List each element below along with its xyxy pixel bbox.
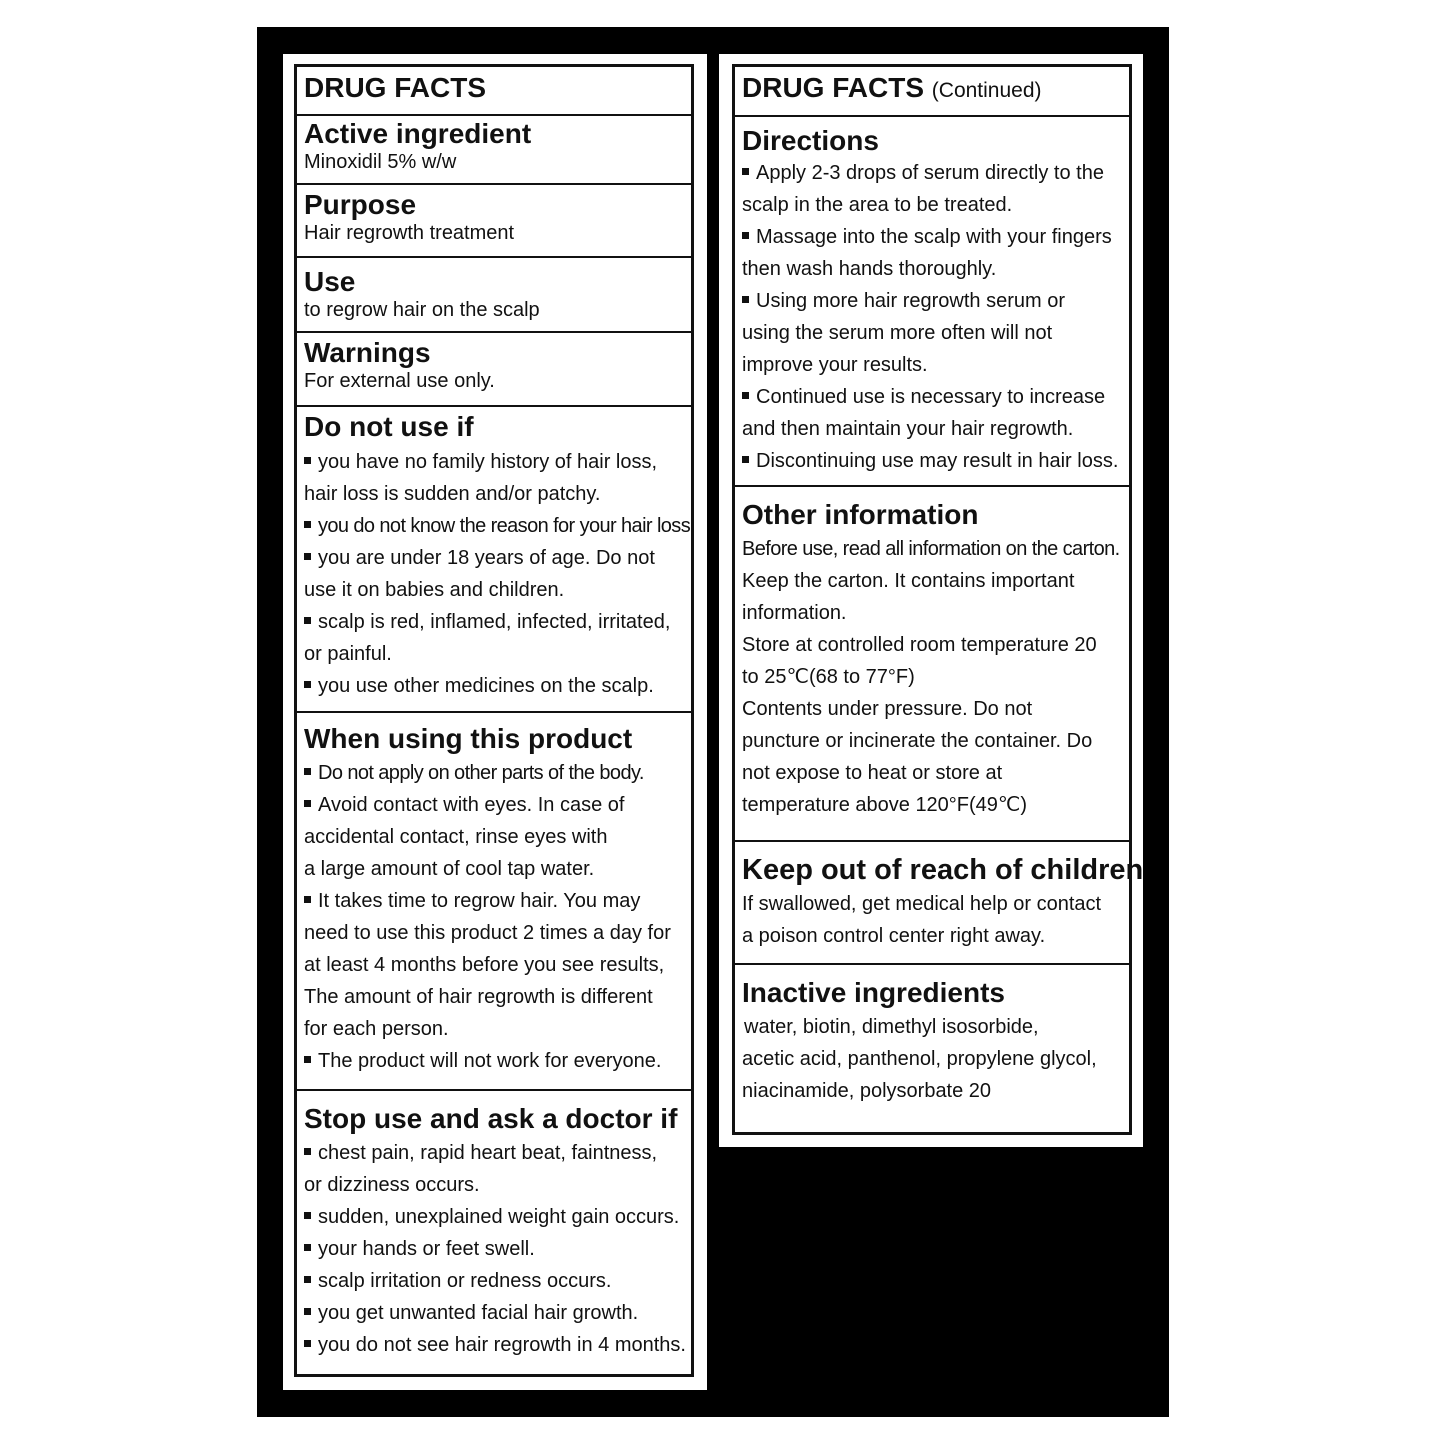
- drug-facts-right-box: [732, 64, 1144, 1135]
- info-line: a poison control center right away.: [742, 925, 1046, 947]
- square-bullet-icon: [304, 521, 311, 528]
- stop-use-section: [297, 1089, 691, 1374]
- active-ingredient-section: [297, 114, 691, 186]
- list-item-continuation: use it on babies and children.: [304, 579, 565, 601]
- square-bullet-icon: [742, 456, 749, 463]
- info-line: Before use, read all information on the carton.: [742, 538, 1120, 560]
- when-using-section: [297, 711, 691, 1091]
- other-information-section: [735, 485, 1129, 839]
- list-item-continuation: using the serum more often will not: [742, 322, 1053, 344]
- do-not-use-title: Do not use if: [304, 411, 474, 442]
- drug-facts-header: [297, 72, 691, 117]
- list-item-continuation: The amount of hair regrowth is different: [304, 986, 653, 1008]
- list-item-continuation: a large amount of cool tap water.: [304, 858, 595, 880]
- list-item: your hands or feet swell.: [304, 1233, 691, 1265]
- drug-facts-continued-title: DRUG FACTS (Continued): [742, 72, 1042, 103]
- square-bullet-icon: [304, 1308, 311, 1315]
- drug-facts-continued-header: [735, 72, 1129, 117]
- drug-facts-left-box: [294, 64, 694, 1377]
- list-item: Massage into the scalp with your fingers: [742, 221, 1129, 253]
- other-information-title: Other information: [742, 499, 979, 530]
- purpose-title: Purpose: [304, 189, 417, 220]
- when-using-title: When using this product: [304, 723, 633, 754]
- info-line: puncture or incinerate the container. Do: [742, 730, 1093, 752]
- keep-out-of-reach-title: Keep out of reach of children: [742, 854, 1144, 886]
- use-title: Use: [304, 266, 356, 297]
- list-item-continuation: and then maintain your hair regrowth.: [742, 418, 1074, 440]
- list-item: you use other medicines on the scalp.: [304, 670, 691, 702]
- info-line: If swallowed, get medical help or contact: [742, 893, 1102, 915]
- info-line: information.: [742, 602, 847, 624]
- info-line: niacinamide, polysorbate 20: [742, 1080, 992, 1102]
- purpose-text: Hair regrowth treatment: [304, 222, 515, 244]
- list-item: you do not know the reason for your hair loss.: [304, 510, 691, 542]
- keep-out-of-reach-section: [735, 840, 1144, 964]
- info-line: to 25℃(68 to 77°F): [742, 666, 915, 688]
- list-item: Using more hair regrowth serum or: [742, 285, 1129, 317]
- list-item: sudden, unexplained weight gain occurs.: [304, 1201, 691, 1233]
- square-bullet-icon: [304, 1340, 311, 1347]
- warnings-section: [297, 331, 691, 405]
- list-item: The product will not work for everyone.: [304, 1045, 691, 1077]
- square-bullet-icon: [304, 1056, 311, 1063]
- list-item-continuation: at least 4 months before you see results,: [304, 954, 665, 976]
- list-item-continuation: improve your results.: [742, 354, 928, 376]
- list-item: Avoid contact with eyes. In case of: [304, 789, 691, 821]
- list-item-continuation: or painful.: [304, 643, 392, 665]
- list-item-continuation: then wash hands thoroughly.: [742, 258, 997, 280]
- continued-label: (Continued): [931, 79, 1042, 102]
- use-section: [297, 256, 691, 331]
- square-bullet-icon: [304, 1148, 311, 1155]
- list-item-continuation: or dizziness occurs.: [304, 1174, 480, 1196]
- list-item: you have no family history of hair loss,: [304, 446, 691, 478]
- list-item: Apply 2-3 drops of serum directly to the: [742, 157, 1129, 189]
- active-ingredient-title: Active ingredient: [304, 118, 532, 149]
- list-item-continuation: scalp in the area to be treated.: [742, 194, 1013, 216]
- square-bullet-icon: [304, 553, 311, 560]
- list-item: you get unwanted facial hair growth.: [304, 1297, 691, 1329]
- square-bullet-icon: [304, 1244, 311, 1251]
- square-bullet-icon: [742, 296, 749, 303]
- list-item: scalp irritation or redness occurs.: [304, 1265, 691, 1297]
- drug-facts-title: DRUG FACTS: [304, 72, 486, 103]
- info-line: water, biotin, dimethyl isosorbide,: [744, 1016, 1039, 1038]
- inactive-ingredients-title: Inactive ingredients: [742, 977, 1005, 1008]
- list-item-continuation: need to use this product 2 times a day for: [304, 922, 671, 944]
- warnings-title: Warnings: [304, 337, 431, 368]
- list-item: Continued use is necessary to increase: [742, 381, 1129, 413]
- warnings-text: For external use only.: [304, 370, 495, 392]
- purpose-section: [297, 183, 691, 257]
- info-line: not expose to heat or store at: [742, 762, 1003, 784]
- square-bullet-icon: [304, 1276, 311, 1283]
- list-item: It takes time to regrow hair. You may: [304, 885, 691, 917]
- list-item: you are under 18 years of age. Do not: [304, 542, 691, 574]
- info-line: temperature above 120°F(49℃): [742, 794, 1028, 816]
- use-text: to regrow hair on the scalp: [304, 299, 540, 321]
- square-bullet-icon: [742, 392, 749, 399]
- list-item-continuation: hair loss is sudden and/or patchy.: [304, 483, 601, 505]
- info-line: Store at controlled room temperature 20: [742, 634, 1097, 656]
- list-item-continuation: accidental contact, rinse eyes with: [304, 826, 608, 848]
- square-bullet-icon: [304, 768, 311, 775]
- list-item: Do not apply on other parts of the body.: [304, 757, 691, 789]
- list-item: chest pain, rapid heart beat, faintness,: [304, 1137, 691, 1169]
- square-bullet-icon: [742, 168, 749, 175]
- list-item: you do not see hair regrowth in 4 months.: [304, 1329, 691, 1361]
- inactive-ingredients-section: [735, 963, 1129, 1133]
- do-not-use-section: [297, 405, 696, 711]
- info-line: Keep the carton. It contains important: [742, 570, 1075, 592]
- square-bullet-icon: [304, 800, 311, 807]
- square-bullet-icon: [304, 457, 311, 464]
- directions-title: Directions: [742, 125, 879, 156]
- info-line: acetic acid, panthenol, propylene glycol,: [742, 1048, 1097, 1070]
- list-item-continuation: for each person.: [304, 1018, 449, 1040]
- directions-section: [735, 115, 1129, 487]
- square-bullet-icon: [304, 896, 311, 903]
- square-bullet-icon: [304, 1212, 311, 1219]
- active-ingredient-text: Minoxidil 5% w/w: [304, 151, 457, 173]
- square-bullet-icon: [742, 232, 749, 239]
- list-item: Discontinuing use may result in hair loss.: [742, 445, 1129, 477]
- square-bullet-icon: [304, 617, 311, 624]
- stop-use-title: Stop use and ask a doctor if: [304, 1103, 678, 1134]
- square-bullet-icon: [304, 681, 311, 688]
- info-line: Contents under pressure. Do not: [742, 698, 1033, 720]
- list-item: scalp is red, inflamed, infected, irritated,: [304, 606, 691, 638]
